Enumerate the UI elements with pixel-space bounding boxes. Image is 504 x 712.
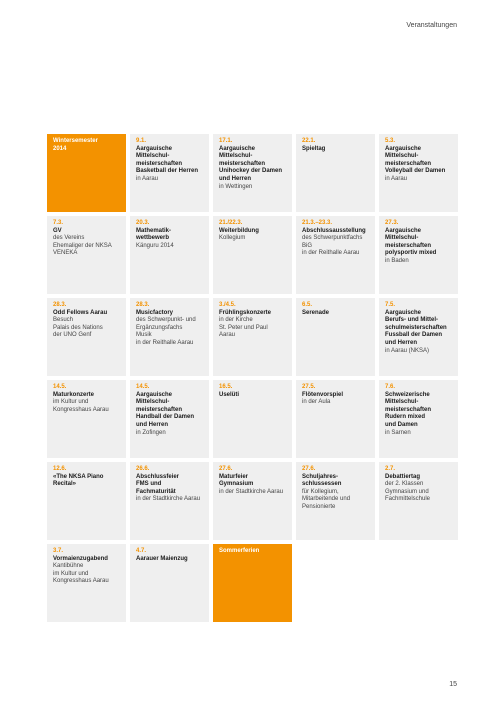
event-details: in der Stadtkirche Aarau — [136, 496, 201, 503]
event-details: in Baden — [385, 257, 409, 264]
event-cell — [130, 134, 209, 212]
event-details: des Schwerpunktfachs BiG in der Reithalle Aarau — [302, 235, 363, 257]
semester-break-cell — [47, 134, 126, 212]
event-details: in der Aula — [302, 399, 331, 406]
event-title: Sommerferien — [219, 548, 260, 554]
event-cell — [379, 134, 458, 212]
event-cell — [296, 462, 375, 540]
event-cell — [379, 462, 458, 540]
event-date: 14.5. — [53, 384, 67, 390]
event-cell — [213, 216, 292, 294]
event-details: in Aarau (NKSA) — [385, 347, 430, 354]
event-cell — [47, 216, 126, 294]
event-details: des Vereins Ehemaliger der NKSA VENEKA — [53, 235, 112, 257]
event-title: Aargauische Mittelschul- meisterschaften Unihockey der Damen und Herren — [219, 145, 283, 182]
event-details: im Kultur und Kongresshaus Aarau — [53, 399, 109, 413]
event-title: Maturkonzerte — [53, 391, 95, 398]
event-date: 14.5. — [136, 384, 150, 390]
event-title: Musicfactory — [136, 309, 174, 316]
event-cell — [130, 462, 209, 540]
event-details: Besuch Palais des Nations der UNO Genf — [53, 317, 103, 339]
event-details: für Kollegium, Mitarbeitende und Pensionierte — [302, 488, 351, 510]
event-cell — [213, 134, 292, 212]
page-number: 15 — [449, 681, 457, 688]
event-calendar-grid — [47, 134, 458, 622]
event-details: in der Kirche St. Peter und Paul Aarau — [219, 317, 268, 339]
event-title: Uselüti — [219, 391, 240, 398]
event-cell — [47, 298, 126, 376]
event-date: 7.5. — [385, 302, 396, 308]
event-title: Mathematik- wettbewerb — [136, 227, 172, 242]
event-title: Odd Fellows Aarau — [53, 309, 108, 316]
event-cell — [213, 298, 292, 376]
event-cell — [379, 298, 458, 376]
event-cell — [379, 216, 458, 294]
event-title: Abschlussfeier FMS und Fachmaturität — [136, 473, 180, 495]
event-cell — [47, 544, 126, 622]
event-date: 17.1. — [219, 138, 233, 144]
event-date: 28.3. — [136, 302, 150, 308]
event-details: Kantibühne im Kultur und Kongresshaus Aarau — [53, 563, 109, 585]
event-date: 22.1. — [302, 138, 316, 144]
event-title: Aargauische Mittelschul- meisterschaften Basketball der Herren — [136, 145, 199, 175]
section-header: Veranstaltungen — [406, 22, 457, 29]
event-title: Aarauer Maienzug — [136, 555, 188, 562]
event-details: in Aarau — [385, 175, 408, 182]
event-cell — [296, 134, 375, 212]
event-date: 3.7. — [53, 548, 64, 554]
event-details: des Schwerpunkt- und Ergänzungsfachs Musik in der Reithalle Aarau — [136, 317, 196, 346]
event-cell — [130, 216, 209, 294]
event-date: 20.3. — [136, 220, 150, 226]
event-title: GV — [53, 227, 62, 234]
event-date: 4.7. — [136, 548, 147, 554]
event-date: 7.6. — [385, 384, 396, 390]
event-title: Aargauische Berufs- und Mittel- schulmeisterschaften Fussball der Damen und Herren — [385, 309, 447, 346]
event-date: 7.3. — [53, 220, 64, 226]
event-date: 26.6. — [136, 466, 150, 472]
event-title: Aargauische Mittelschul- meisterschaften Volleyball der Damen — [385, 145, 446, 175]
event-cell — [296, 380, 375, 458]
event-date: 21./22.3. — [219, 220, 243, 226]
event-title: Wintersemester 2014 — [53, 138, 98, 152]
event-cell — [130, 544, 209, 622]
event-title: Aargauische Mittelschul- meisterschaften polysportiv mixed — [385, 227, 437, 257]
event-date: 21.3.–23.3. — [302, 220, 333, 226]
event-cell — [47, 380, 126, 458]
event-date: 27.6. — [302, 466, 316, 472]
event-details: der 2. Klassen Gymnasium und Fachmittelschule — [385, 481, 431, 503]
event-details: Kollegium — [219, 235, 246, 242]
event-title: Schuljahres- schlussessen — [302, 473, 342, 488]
event-date: 27.5. — [302, 384, 316, 390]
event-title: «The NKSA Piano Recital» — [53, 473, 104, 488]
semester-break-cell — [213, 544, 292, 622]
event-cell — [213, 380, 292, 458]
event-title: Debattiertag — [385, 473, 421, 480]
event-date: 12.6. — [53, 466, 67, 472]
event-cell — [130, 380, 209, 458]
event-title: Serenade — [302, 309, 330, 316]
event-date: 16.5. — [219, 384, 233, 390]
event-cell — [296, 216, 375, 294]
event-title: Schweizerische Mittelschul- meisterschaften Rudern mixed und Damen — [385, 391, 432, 428]
event-title: Abschlussausstellung — [302, 227, 366, 234]
event-date: 9.1. — [136, 138, 147, 144]
event-title: Weiterbildung — [219, 227, 259, 234]
event-cell — [296, 298, 375, 376]
event-date: 2.7. — [385, 466, 396, 472]
event-date: 27.6. — [219, 466, 233, 472]
event-date: 3./4.5. — [219, 302, 236, 308]
event-cell — [379, 380, 458, 458]
event-title: Aargauische Mittelschul- meisterschaften Handball der Damen und Herren — [136, 391, 195, 428]
event-details: Känguru 2014 — [136, 242, 174, 249]
event-date: 5.3. — [385, 138, 396, 144]
event-title: Flötenvorspiel — [302, 391, 344, 398]
event-title: Spieltag — [302, 145, 326, 152]
event-title: Frühlingskonzerte — [219, 309, 272, 316]
event-cell — [47, 462, 126, 540]
event-cell — [130, 298, 209, 376]
event-details: in Wettingen — [219, 183, 253, 190]
event-date: 28.3. — [53, 302, 67, 308]
event-date: 6.5. — [302, 302, 313, 308]
event-details: in Aarau — [136, 175, 159, 182]
event-cell — [213, 462, 292, 540]
event-details: in Zofingen — [136, 429, 166, 436]
event-details: in der Stadtkirche Aarau — [219, 488, 284, 495]
event-details: in Sarnen — [385, 429, 411, 436]
event-date: 27.3. — [385, 220, 399, 226]
event-title: Vormaienzugabend — [53, 555, 108, 562]
event-title: Maturfeier Gymnasium — [219, 473, 254, 488]
